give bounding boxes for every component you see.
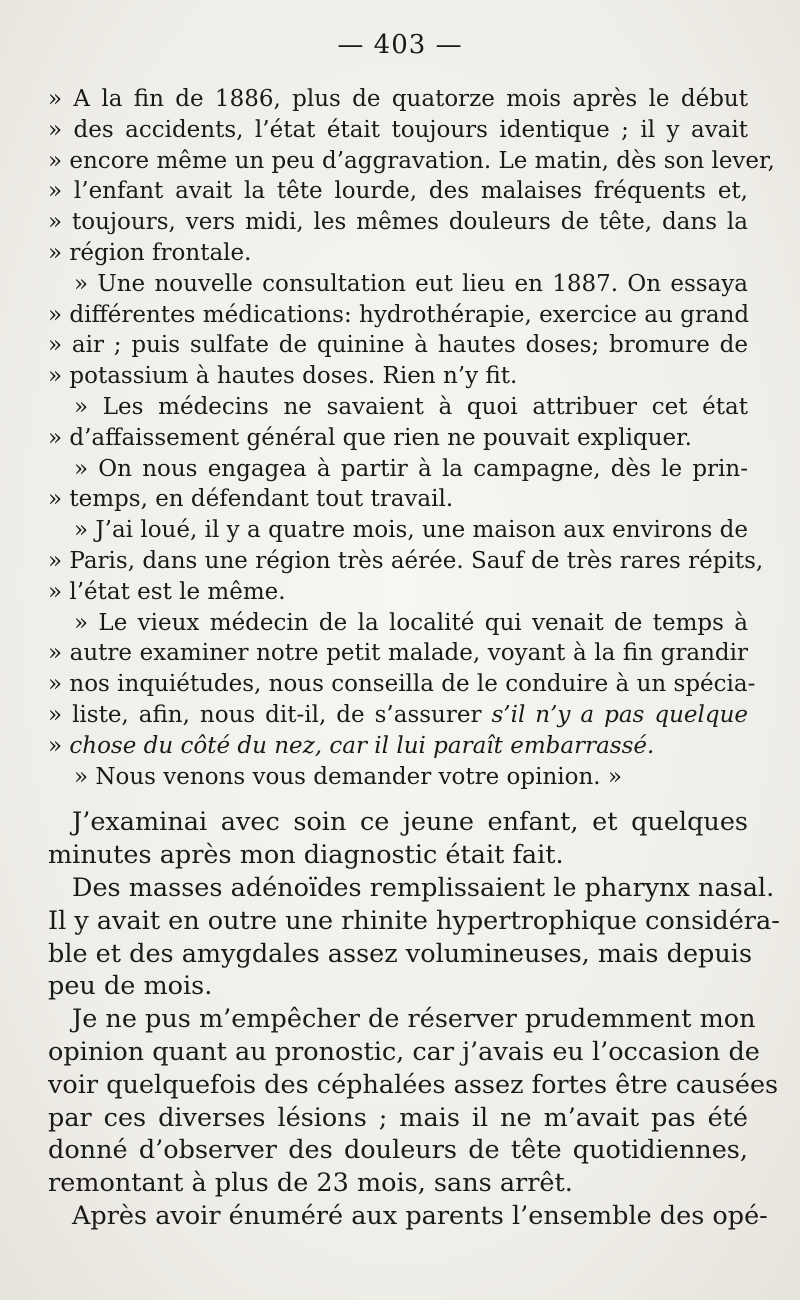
text-line bbox=[48, 1036, 760, 1069]
text-line bbox=[48, 115, 748, 146]
text-line bbox=[48, 731, 748, 762]
text-line-content: voir quelquefois des céphalées assez fortes être causées bbox=[48, 1069, 779, 1100]
italic-text: s’il n’y a pas quelque bbox=[491, 701, 748, 728]
text-line bbox=[48, 515, 748, 546]
text-line-content: opinion quant au pronostic, car j’avais eu l’occasion de bbox=[48, 1036, 760, 1067]
text-line-content: » Une nouvelle consultation eut lieu en 1887. On essaya bbox=[74, 270, 748, 297]
text-line-content: remontant à plus de 23 mois, sans arrêt. bbox=[48, 1168, 573, 1199]
text-line bbox=[48, 330, 748, 361]
body-text bbox=[48, 84, 780, 1233]
text-line-content: » d’affaissement général que rien ne pouvait expliquer. bbox=[48, 424, 692, 451]
text-line-content: » A la fin de 1886, plus de quatorze mois après le début bbox=[48, 86, 748, 112]
text-line bbox=[48, 146, 775, 177]
text-line-content: » temps, en défendant tout travail. bbox=[48, 486, 454, 513]
text-line bbox=[48, 608, 748, 639]
narrative-paragraphs bbox=[48, 806, 780, 1232]
text-line-content: » région frontale. bbox=[48, 239, 252, 266]
text-line bbox=[48, 577, 748, 608]
text-line-content: minutes après mon diagnostic était fait. bbox=[48, 840, 564, 871]
italic-text: chose du côté du nez, car il lui paraît embarrassé. bbox=[69, 732, 655, 759]
text-line bbox=[48, 669, 756, 700]
text-line bbox=[48, 700, 748, 731]
text-line-content: ble et des amygdales assez volumineuses, mais depuis bbox=[48, 938, 753, 969]
text-line bbox=[48, 938, 753, 971]
text-line-content: » autre examiner notre petit malade, voyant à la fin grandir bbox=[48, 640, 748, 667]
text-line bbox=[48, 762, 748, 793]
text-line bbox=[48, 806, 748, 839]
text-line bbox=[48, 1167, 748, 1200]
text-line bbox=[48, 1134, 748, 1167]
text-line-content: » l’enfant avait la tête lourde, des malaises fréquents et, bbox=[48, 178, 748, 205]
text-line-content: » Les médecins ne savaient à quoi attribuer cet état bbox=[74, 393, 748, 420]
text-line-content: » Le vieux médecin de la localité qui venait de temps à bbox=[74, 609, 748, 636]
quoted-letter bbox=[48, 84, 775, 792]
text-line bbox=[48, 1003, 756, 1036]
text-line bbox=[48, 546, 764, 577]
text-line bbox=[48, 839, 748, 872]
paragraph-gap bbox=[48, 792, 748, 806]
text-line bbox=[48, 207, 748, 238]
text-line bbox=[48, 361, 748, 392]
text-line-content: » potassium à hautes doses. Rien n’y fit. bbox=[48, 363, 518, 390]
text-line bbox=[48, 484, 748, 515]
text-line-content: donné d’observer des douleurs de tête quotidiennes, bbox=[48, 1135, 748, 1166]
text-line-content: » Paris, dans une région très aérée. Sauf de très rares répits, bbox=[48, 547, 764, 574]
text-line-content: » des accidents, l’état était toujours identique ; il y avait bbox=[48, 116, 748, 143]
text-line bbox=[48, 905, 780, 938]
text-line bbox=[48, 238, 748, 269]
text-line bbox=[48, 300, 748, 331]
text-line bbox=[48, 1069, 779, 1102]
text-line-content: » bbox=[48, 732, 70, 759]
text-line bbox=[48, 970, 748, 1003]
text-line bbox=[48, 454, 748, 485]
text-line-content: peu de mois. bbox=[48, 971, 213, 1002]
text-line bbox=[48, 423, 748, 454]
page-number: — 403 — bbox=[337, 30, 463, 60]
text-line bbox=[48, 638, 748, 669]
text-line-content: » J’ai loué, il y a quatre mois, une maison aux environs de bbox=[74, 517, 748, 544]
text-line-content: Après avoir énuméré aux parents l’ensemble des opé- bbox=[72, 1200, 768, 1231]
text-line-content: » toujours, vers midi, les mêmes douleurs de tête, dans la bbox=[48, 209, 748, 236]
text-line-content: » l’état est le même. bbox=[48, 578, 286, 605]
text-line bbox=[48, 1200, 768, 1233]
text-line bbox=[48, 872, 775, 905]
text-line bbox=[48, 392, 748, 423]
text-line-content: Il y avait en outre une rhinite hypertrophique considéra- bbox=[48, 905, 780, 936]
text-line-content: » nos inquiétudes, nous conseilla de le conduire à un spécia- bbox=[48, 671, 756, 698]
text-line-content: » air ; puis sulfate de quinine à hautes doses; bromure de bbox=[48, 332, 748, 359]
text-line-content: » différentes médications: hydrothérapie, exercice au grand bbox=[48, 301, 750, 328]
text-line-content: » On nous engagea à partir à la campagne, dès le prin- bbox=[74, 455, 748, 482]
text-line bbox=[48, 269, 748, 300]
text-line-content: » Nous venons vous demander votre opinion. » bbox=[74, 763, 623, 790]
text-line bbox=[48, 84, 748, 115]
text-line-content: Des masses adénoïdes remplissaient le pharynx nasal. bbox=[72, 872, 775, 903]
text-line-content: » encore même un peu d’aggravation. Le matin, dès son lever, bbox=[48, 147, 775, 174]
text-line-content: par ces diverses lésions ; mais il ne m’avait pas été bbox=[48, 1102, 748, 1133]
text-line-content: » liste, afin, nous dit-il, de s’assurer bbox=[48, 701, 492, 728]
text-line-content: Je ne pus m’empêcher de réserver prudemment mon bbox=[72, 1004, 756, 1035]
text-line bbox=[48, 176, 748, 207]
text-line bbox=[48, 1102, 748, 1135]
text-line-content: J’examinai avec soin ce jeune enfant, et quelques bbox=[72, 807, 748, 838]
